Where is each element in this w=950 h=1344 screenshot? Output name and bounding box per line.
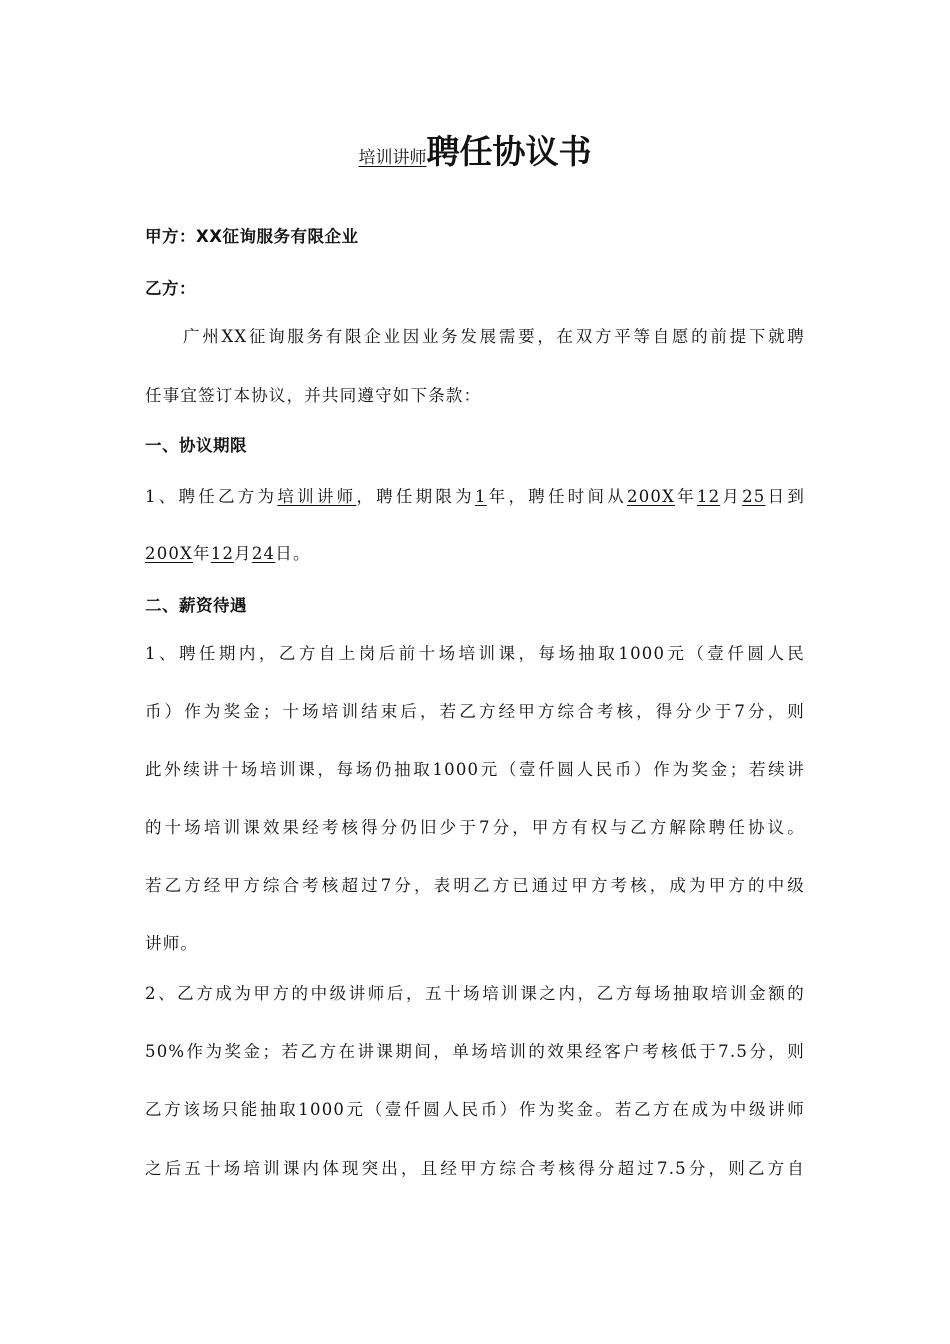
position-value: 培训讲师 xyxy=(277,487,357,506)
section-2-heading: 二、薪资待遇 xyxy=(145,596,247,615)
title-prefix: 培训讲师 xyxy=(358,148,427,168)
salary-line: 2、乙方成为甲方的中级讲师后，五十场培训课之内，乙方每场抽取培训金额的 xyxy=(145,984,805,1003)
title-main: 聘任协议书 xyxy=(426,132,592,171)
salary-line: 50%作为奖金；若乙方在讲课期间，单场培训的效果经客户考核低于7.5分，则 xyxy=(145,1042,805,1061)
salary-line: 此外续讲十场培训课，每场仍抽取1000元（壹仟圆人民币）作为奖金；若续讲 xyxy=(145,760,805,779)
clause-text: 年，聘任时间从 xyxy=(486,487,627,506)
end-day-value: 24 xyxy=(251,544,276,563)
document-title xyxy=(0,126,950,173)
clause-text: 年 xyxy=(193,544,211,563)
salary-line: 币）作为奖金；十场培训结束后，若乙方经甲方综合考核，得分少于7分，则 xyxy=(145,702,805,721)
clause-text: 月 xyxy=(720,487,743,506)
term-years-value: 1 xyxy=(474,487,487,506)
salary-line: 之后五十场培训课内体现突出，且经甲方综合考核得分超过7.5分，则乙方自 xyxy=(145,1159,805,1178)
clause-text: 月 xyxy=(234,544,252,563)
end-year-value: 200X xyxy=(145,544,194,563)
intro-line-2: 任事宜签订本协议，并共同遵守如下条款： xyxy=(145,386,482,405)
start-day-value: 25 xyxy=(742,487,766,506)
section-1-heading: 一、协议期限 xyxy=(145,436,247,455)
clause-text: 年 xyxy=(675,487,697,506)
end-month-value: 12 xyxy=(210,544,235,563)
party-a: 甲方：XX征询服务有限企业 xyxy=(145,227,359,246)
clause-text: 日。 xyxy=(275,544,311,563)
party-b: 乙方： xyxy=(145,279,196,298)
salary-line: 1、聘任期内，乙方自上岗后前十场培训课，每场抽取1000元（壹仟圆人民 xyxy=(145,644,805,663)
start-month-value: 12 xyxy=(696,487,721,506)
start-year-value: 200X xyxy=(627,487,676,506)
term-clause-line-1 xyxy=(145,483,805,507)
salary-line: 若乙方经甲方综合考核超过7分，表明乙方已通过甲方考核，成为甲方的中级 xyxy=(145,876,805,895)
clause-text: ，聘任期限为 xyxy=(356,487,475,506)
salary-line: 的十场培训课效果经考核得分仍旧少于7分，甲方有权与乙方解除聘任协议。 xyxy=(145,818,805,837)
clause-text: 1、聘任乙方为 xyxy=(145,487,278,506)
salary-line: 乙方该场只能抽取1000元（壹仟圆人民币）作为奖金。若乙方在成为中级讲师 xyxy=(145,1100,805,1119)
clause-text: 日到 xyxy=(765,487,806,506)
intro-line-1: 广州XX征询服务有限企业因业务发展需要，在双方平等自愿的前提下就聘 xyxy=(183,327,805,346)
term-clause-line-2 xyxy=(145,540,311,564)
salary-line: 讲师。 xyxy=(145,934,199,953)
